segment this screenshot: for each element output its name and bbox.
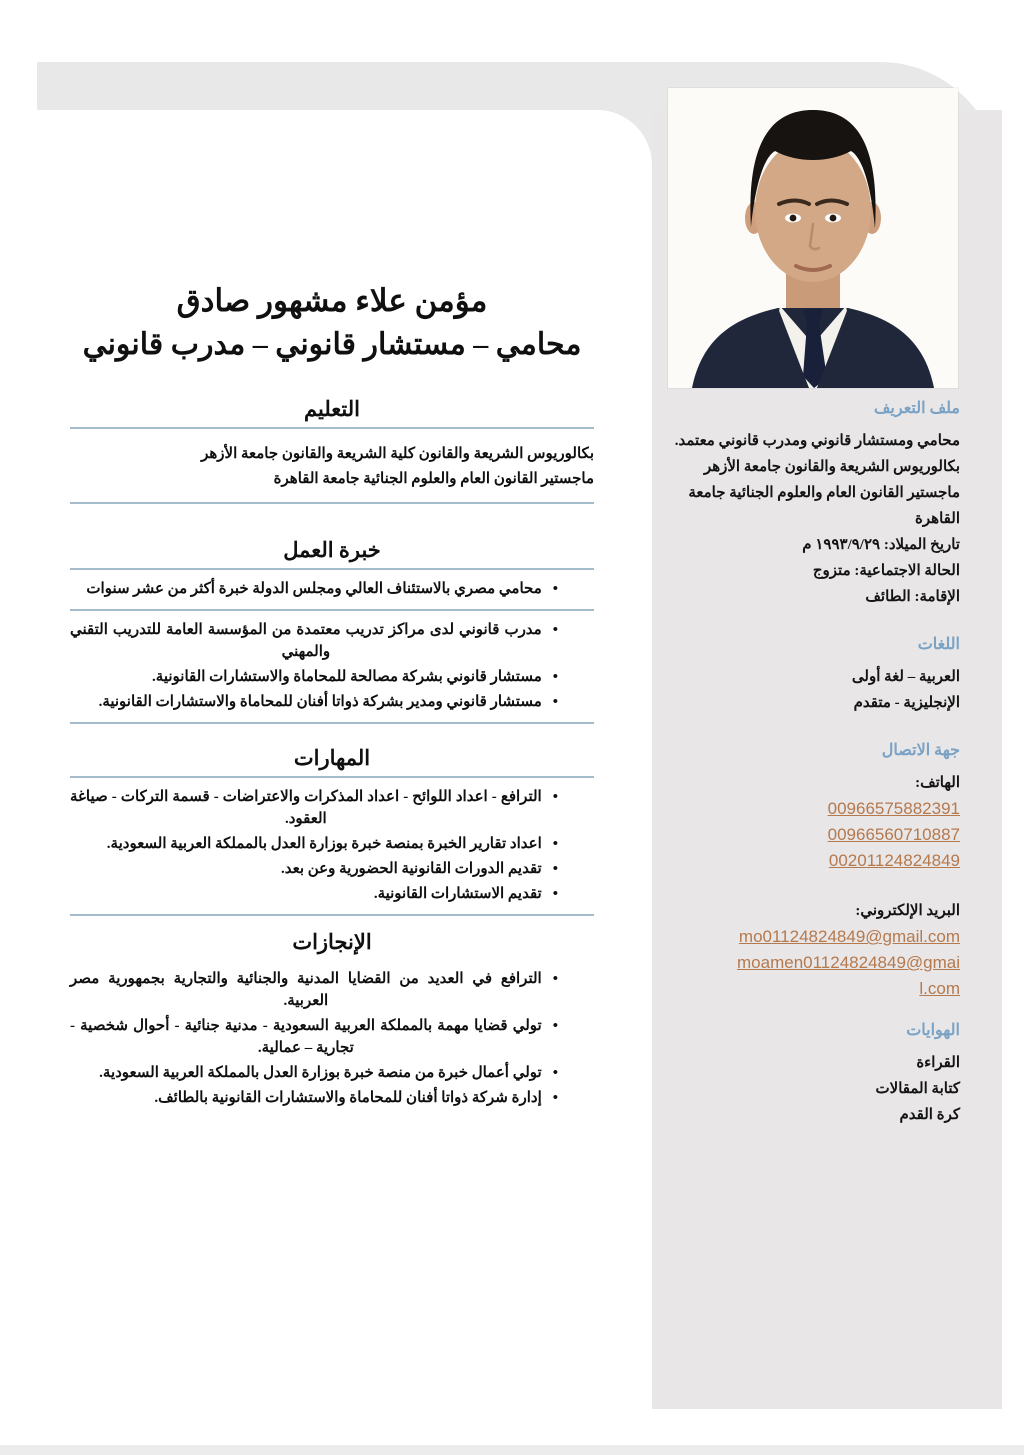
language-line: العربية – لغة أولى bbox=[851, 669, 960, 685]
hobby-line: القراءة bbox=[916, 1055, 960, 1071]
profile-line: الإقامة: الطائف bbox=[865, 589, 960, 605]
section-skills bbox=[70, 746, 594, 916]
phone-link[interactable]: 00966560710887 bbox=[827, 825, 960, 844]
bullet-icon: • bbox=[552, 581, 558, 597]
language-line: الإنجليزية - متقدم bbox=[853, 695, 960, 711]
hobby-line: كرة القدم bbox=[899, 1107, 960, 1123]
bullet-icon: • bbox=[552, 694, 558, 710]
bullet-icon: • bbox=[552, 1090, 558, 1106]
skill-item: • تقديم الدورات القانونية الحضورية وعن بعد. bbox=[70, 858, 594, 880]
achievement-item: • إدارة شركة ذواتا أفنان للمحاماة والاستشارات القانونية بالطائف. bbox=[70, 1087, 594, 1109]
achievements-group bbox=[70, 960, 594, 1118]
experience-item: • مستشار قانوني ومدير بشركة ذواتا أفنان للمحاماة والاستشارات القانونية. bbox=[70, 691, 594, 713]
main-content bbox=[70, 278, 594, 1118]
bullet-icon: • bbox=[552, 622, 558, 638]
education-heading: التعليم bbox=[70, 397, 594, 429]
phone-link[interactable]: 00966575882391 bbox=[827, 799, 960, 818]
email-label: البريد الإلكتروني: bbox=[855, 903, 960, 919]
section-achievements bbox=[70, 930, 594, 1118]
profile-line: تاريخ الميلاد: ١٩٩٣/٩/٢٩ م bbox=[802, 537, 960, 553]
sidebar-heading-profile: ملف التعريف bbox=[873, 400, 960, 417]
sidebar bbox=[652, 396, 1002, 1128]
experience-item: • مستشار قانوني بشركة مصالحة للمحاماة والاستشارات القانونية. bbox=[70, 666, 594, 688]
portrait-illustration bbox=[668, 88, 958, 388]
profile-photo bbox=[668, 88, 958, 388]
profile-line: الحالة الاجتماعية: متزوج bbox=[812, 563, 960, 579]
skill-item: • الترافع - اعداد اللوائح - اعداد المذكرات والاعتراضات - قسمة التركات - صياغة العقود. bbox=[70, 786, 594, 830]
bullet-icon: • bbox=[552, 1065, 558, 1081]
bullet-icon: • bbox=[552, 789, 558, 805]
bullet-icon: • bbox=[552, 669, 558, 685]
email-links bbox=[722, 924, 1002, 1002]
education-line: ماجستير القانون العام والعلوم الجنائية جامعة القاهرة bbox=[273, 471, 594, 487]
achievements-heading: الإنجازات bbox=[292, 930, 372, 954]
skill-item: • اعداد تقارير الخبرة بمنصة خبرة بوزارة العدل بالمملكة العربية السعودية. bbox=[70, 833, 594, 855]
bottom-band-decoration bbox=[0, 1445, 1024, 1455]
experience-group bbox=[70, 570, 594, 611]
sidebar-heading-contact: جهة الاتصال bbox=[881, 742, 960, 759]
profile-line: بكالوريوس الشريعة والقانون جامعة الأزهر bbox=[703, 459, 960, 475]
achievement-item: • تولي قضايا مهمة بالمملكة العربية السعودية - مدنية جنائية - أحوال شخصية - تجارية – عمالية. bbox=[70, 1015, 594, 1059]
phone-links bbox=[652, 796, 1002, 874]
education-details bbox=[70, 429, 594, 504]
email-link[interactable]: mo01124824849@gmail.com bbox=[738, 927, 960, 946]
sidebar-heading-hobbies: الهوايات bbox=[906, 1022, 960, 1039]
person-title: محامي – مستشار قانوني – مدرب قانوني bbox=[82, 328, 582, 361]
experience-item: • محامي مصري بالاستئناف العالي ومجلس الدولة خبرة أكثر من عشر سنوات bbox=[70, 578, 594, 600]
phone-label: الهاتف: bbox=[915, 775, 960, 791]
profile-line: محامي ومستشار قانوني ومدرب قانوني معتمد. bbox=[674, 433, 960, 449]
section-education bbox=[70, 397, 594, 504]
bullet-icon: • bbox=[552, 1018, 558, 1034]
corner-fillet-inner bbox=[597, 110, 652, 165]
hobby-line: كتابة المقالات bbox=[875, 1081, 960, 1097]
experience-item: • مدرب قانوني لدى مراكز تدريب معتمدة من المؤسسة العامة للتدريب التقني والمهني bbox=[70, 619, 594, 663]
profile-line: ماجستير القانون العام والعلوم الجنائية جامعة القاهرة bbox=[688, 485, 960, 527]
skill-item: • تقديم الاستشارات القانونية. bbox=[70, 883, 594, 905]
bullet-icon: • bbox=[552, 886, 558, 902]
achievement-item: • الترافع في العديد من القضايا المدنية والجنائية والتجارية بجمهورية مصر العربية. bbox=[70, 968, 594, 1012]
email-link[interactable]: moamen01124824849@gmail.com bbox=[737, 953, 960, 998]
sidebar-heading-languages: اللغات bbox=[917, 636, 960, 653]
skills-group bbox=[70, 778, 594, 916]
bullet-icon: • bbox=[552, 971, 558, 987]
education-line: بكالوريوس الشريعة والقانون كلية الشريعة والقانون جامعة الأزهر bbox=[201, 446, 594, 462]
person-name: مؤمن علاء مشهور صادق bbox=[176, 283, 488, 318]
bullet-icon: • bbox=[552, 836, 558, 852]
corner-fillet-decoration bbox=[597, 110, 652, 165]
phone-link[interactable]: 00201124824849 bbox=[828, 851, 960, 870]
section-experience bbox=[70, 538, 594, 724]
experience-heading: خبرة العمل bbox=[70, 538, 594, 570]
experience-group bbox=[70, 611, 594, 724]
skills-heading: المهارات bbox=[70, 746, 594, 778]
achievement-item: • تولي أعمال خبرة من منصة خبرة بوزارة العدل بالمملكة العربية السعودية. bbox=[70, 1062, 594, 1084]
bullet-icon: • bbox=[552, 861, 558, 877]
